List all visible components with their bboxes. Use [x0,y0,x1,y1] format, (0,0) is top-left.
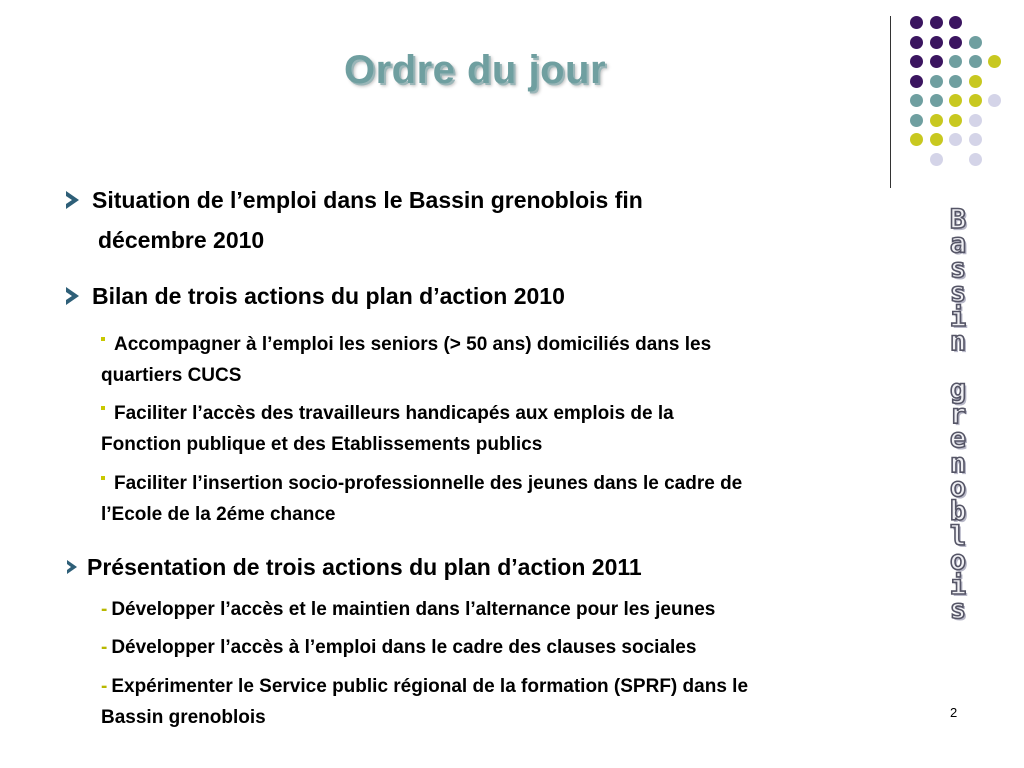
agenda-subitem [101,468,891,530]
dash-bullet: - [101,637,108,658]
agenda-item-1 [62,180,862,260]
agenda-subitem [101,632,891,663]
square-bullet-icon [101,337,105,341]
subitem-line1: Développer l’accès et le maintien dans l’alternance pour les jeunes [111,599,716,620]
vertical-letter: e [949,423,967,455]
agenda-item-1-line1: Situation de l’emploi dans le Bassin grenoblois fin [92,187,643,213]
agenda-item-2-text: Bilan de trois actions du plan d’action 2010 [92,283,565,309]
subitem-line2: l’Ecole de la 2éme chance [101,504,336,525]
vertical-letter: r [949,398,967,430]
subitem-line1: Faciliter l’accès des travailleurs handicapés aux emplois de la [114,403,674,424]
vertical-letter: s [949,594,967,626]
vertical-letter: o [949,545,967,577]
vertical-letter: n [949,447,967,479]
vertical-letter: i [949,569,967,601]
agenda-subitem [101,329,891,391]
subitem-line2: Bassin grenoblois [101,707,266,728]
arrow-bullet-icon [62,180,84,220]
agenda-subitem [101,671,891,733]
subitem-line1: Développer l’accès à l’emploi dans le cadre des clauses sociales [111,637,697,658]
agenda-item-3 [62,547,862,587]
page-number: 2 [950,705,958,720]
vertical-letter: b [949,496,967,528]
subitem-line2: quartiers CUCS [101,365,242,386]
arrow-bullet-icon [62,276,84,316]
agenda-subitem [101,594,891,625]
vertical-letter: i [949,301,967,333]
vertical-letter: l [949,520,967,552]
arrow-bullet-icon [62,547,84,587]
agenda-item-3-text: Présentation de trois actions du plan d’action 2011 [87,554,642,580]
dash-bullet: - [101,599,108,620]
slide-title: Ordre du jour [343,48,607,92]
vertical-letter: a [949,228,967,260]
agenda-item-2 [62,276,862,316]
vertical-letter: o [949,472,967,504]
dash-bullet: - [101,676,108,697]
vertical-letter: B [949,204,967,235]
subitem-line2: Fonction publique et des Etablissements publics [101,434,543,455]
agenda-subitem [101,398,891,460]
vertical-letter: s [949,277,967,309]
vertical-letter: n [949,326,967,358]
agenda-item-1-line2: décembre 2010 [98,227,265,253]
subitem-line1: Faciliter l’insertion socio-professionnelle des jeunes dans le cadre de [114,473,743,494]
subitem-line1: Expérimenter le Service public régional de la formation (SPRF) dans le [111,676,749,697]
square-bullet-icon [101,476,105,480]
vertical-letter: g [949,374,967,406]
vertical-letter: s [949,252,967,284]
subitem-line1: Accompagner à l’emploi les seniors (> 50 ans) domiciliés dans les [114,334,712,355]
square-bullet-icon [101,406,105,410]
